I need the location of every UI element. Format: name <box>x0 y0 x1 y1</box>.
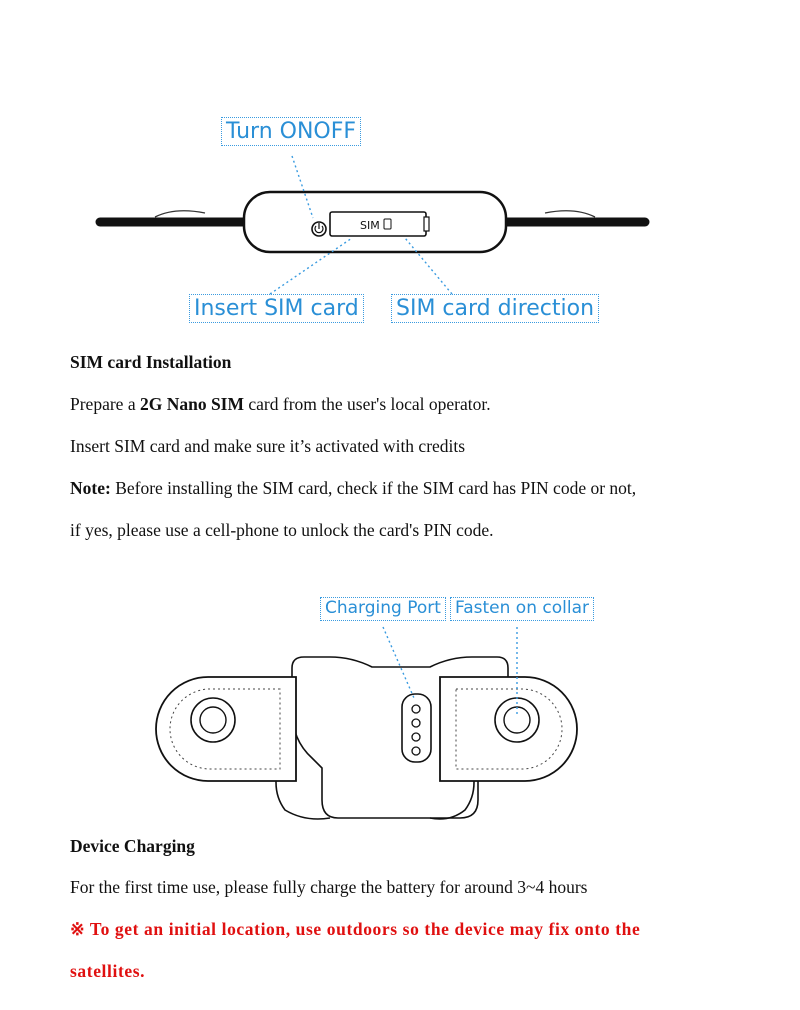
warning-line-2: satellites. <box>70 961 146 981</box>
sim-line-2: Insert SIM card and make sure it’s activated with credits <box>70 436 466 456</box>
port-pin-2 <box>412 719 420 727</box>
callout-insert-sim: Insert SIM card <box>189 294 364 323</box>
sim-heading: SIM card Installation <box>70 352 232 372</box>
port-pin-1 <box>412 705 420 713</box>
sim-note: Note: Before installing the SIM card, check if the SIM card has PIN code or not, <box>70 478 637 498</box>
sim-note-continued: if yes, please use a cell-phone to unlock the card's PIN code. <box>70 520 494 540</box>
warning-line-1: ※ To get an initial location, use outdoors so the device may fix onto the <box>70 919 641 939</box>
charging-heading: Device Charging <box>70 836 195 856</box>
port-pin-3 <box>412 733 420 741</box>
callout-fasten-collar: Fasten on collar <box>450 597 594 621</box>
callout-charging-port: Charging Port <box>320 597 446 621</box>
callout-turn-onoff: Turn ONOFF <box>221 117 361 146</box>
charging-diagram <box>0 585 800 830</box>
sim-line-1: Prepare a 2G Nano SIM card from the user's local operator. <box>70 394 491 414</box>
port-pin-4 <box>412 747 420 755</box>
charging-line-1: For the first time use, please fully charge the battery for around 3~4 hours <box>70 877 588 897</box>
callout-sim-direction: SIM card direction <box>391 294 599 323</box>
sim-slot-label: SIM <box>360 219 380 232</box>
